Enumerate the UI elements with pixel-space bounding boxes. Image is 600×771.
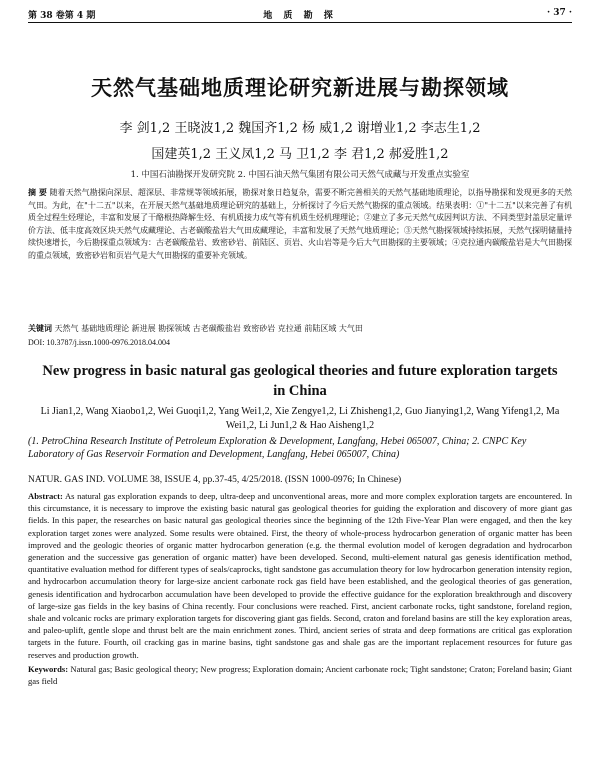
abstract-chinese (28, 186, 572, 263)
title-english: New progress in basic natural gas geological theories and future exploration targets in China (42, 363, 558, 399)
abstract-english (28, 490, 572, 687)
header-volume: 第 38 卷第 4 期 (28, 11, 96, 21)
header-page-number: · 37 · (546, 8, 572, 18)
affiliation-chinese: 1. 中国石油勘探开发研究院 2. 中国石油天然气集团有限公司天然气成藏与开发重点实验室 (130, 170, 470, 180)
journal-citation: NATUR. GAS IND. VOLUME 38, ISSUE 4, pp.37-45, 4/25/2018. (ISSN 1000-0976; In Chinese) (28, 475, 402, 485)
keywords-chinese-text: 天然气 基础地质理论 新进展 勘探领域 古老碳酸盐岩 致密砂岩 克拉通 前陆区域 大气田 (54, 324, 363, 333)
header-journal: 地 质 勘 探 (263, 11, 337, 21)
keywords-english-text: Natural gas; Basic geological theory; New progress; Exploration domain; Ancient carbonate rock; Tight sandstone; Craton; Foreland basin; Giant gas field (28, 663, 572, 687)
keywords-english-label: Keywords: (28, 663, 69, 674)
abstract-english-text: As natural gas exploration expands to deep, ultra-deep and unconventional areas, more and more complex exploration targets are encountered. In this circumstance, it is necessary to improve the existing basic natural gas geological theories for guiding the exploration and discovery of more giant gas fields. In this paper, the researches on basic natural gas geological theories since the beginning of the 12th Five-Year Plan were engaged, and then the key exploration target zones were analyzed. Some results were obtained. First, the theory of whole-process hydrocarbon generation of organic matter has been improved and the geologic theories of organic matter hydrocarbon generation (e.g. the thermal evolution model of kerogen degradation and hydrocarbon generation and the successive gas generation of organic matter) have been developed. Second, multi-element natural gas genesis identification method, quantitative evaluation method for different types of seals/caprocks, tight sandstone gas accumulation theory for low hydrocarbon generation intensity region, and hydrocarbon accumulation theory for large-size ancient carbonate rock gas field have been established, and the geological theories of gas generation, genesis identification and hydrocarbon accumulation have been developed to provide the effective guidance for the exploration breakthrough and discovery of large-size gas fields in the key basins of China recently. Four conclusions were reached. First, ancient carbonate rocks, tight sandstone, foreland region, shale and volcanic rocks are primary exploration targets for discovering giant gas fields. Second, craton and foreland basins are still the key exploration areas, and paleo-uplift, gentle slope and thrust belt are the main enrichment zones. Third, ancient series of strata and deep formations are critical gas exploration targets in the future. Fourth, oil cracking gas in marine basins, tight sandstone gas and shale gas are the important replacement resources for future gas reserves and production growth. (28, 491, 572, 660)
authors-chinese-line-1: 李 剑1,2 王晓波1,2 魏国齐1,2 杨 威1,2 谢增业1,2 李志生1,2 (119, 121, 481, 136)
keywords-chinese (28, 323, 572, 334)
running-header (28, 6, 572, 22)
abstract-english-label: Abstract: (28, 491, 63, 501)
affiliation-english: (1. PetroChina Research Institute of Petroleum Exploration & Development, Langfang, Hebei 065007, China; 2. CNPC Key Laboratory of Gas Reservoir Formation and Development, Langfang, Hebei 065007, China) (28, 436, 527, 460)
keywords-english (28, 663, 572, 687)
abstract-chinese-label: 摘 要 (28, 187, 47, 197)
title-chinese: 天然气基础地质理论研究新进展与勘探领域 (91, 76, 509, 100)
doi-line: DOI: 10.3787/j.issn.1000-0976.2018.04.004 (28, 338, 170, 347)
authors-english: Li Jian1,2, Wang Xiaobo1,2, Wei Guoqi1,2, Yang Wei1,2, Xie Zengye1,2, Li Zhisheng1,2, Guo Jianying1,2, Wang Yifeng1,2, Ma Wei1,2, Li Jun1,2 & Hao Aisheng1,2 (40, 406, 560, 431)
header-rule (28, 22, 572, 23)
abstract-chinese-text: 随着天然气勘探向深层、超深层、非常规等领域拓展，勘探对象日趋复杂，需要不断完善相关的天然气基础地质理论，以指导勘探和发现更多的天然气田。为此，在"十二五"以来，在开展天然气基础地质理论研究的基础上，分析探讨了今后天然气勘探的重点领域。结果表明：①"十二五"以来完善了有机质全过程生烃理论，丰富和发展了干酪根热降解生烃、有机质接力成气等有机质生烃机理理论；②建立了多元天然气成因判识方法、不同类型封盖层定量评价方法、低丰度高效区块天然气成藏理论、古老碳酸盐岩大气田成藏理论，丰富和发展了天然气地质理论；③天然气勘探领域持续拓展，天然气探明储量持续快速增长，今后勘探重点领域为：古老碳酸盐岩、致密砂岩、前陆区、页岩、火山岩等是今后大气田勘探的主要领域；④克拉通内碳酸盐岩是大气田勘探的重点领域，致密砂岩和页岩气是大气田勘探的重要补充领域。 (28, 188, 572, 260)
authors-chinese-line-2: 国建英1,2 王义凤1,2 马 卫1,2 李 君1,2 郝爱胜1,2 (151, 147, 449, 162)
authors-chinese (40, 116, 560, 168)
keywords-chinese-label: 关键词 (28, 323, 52, 333)
